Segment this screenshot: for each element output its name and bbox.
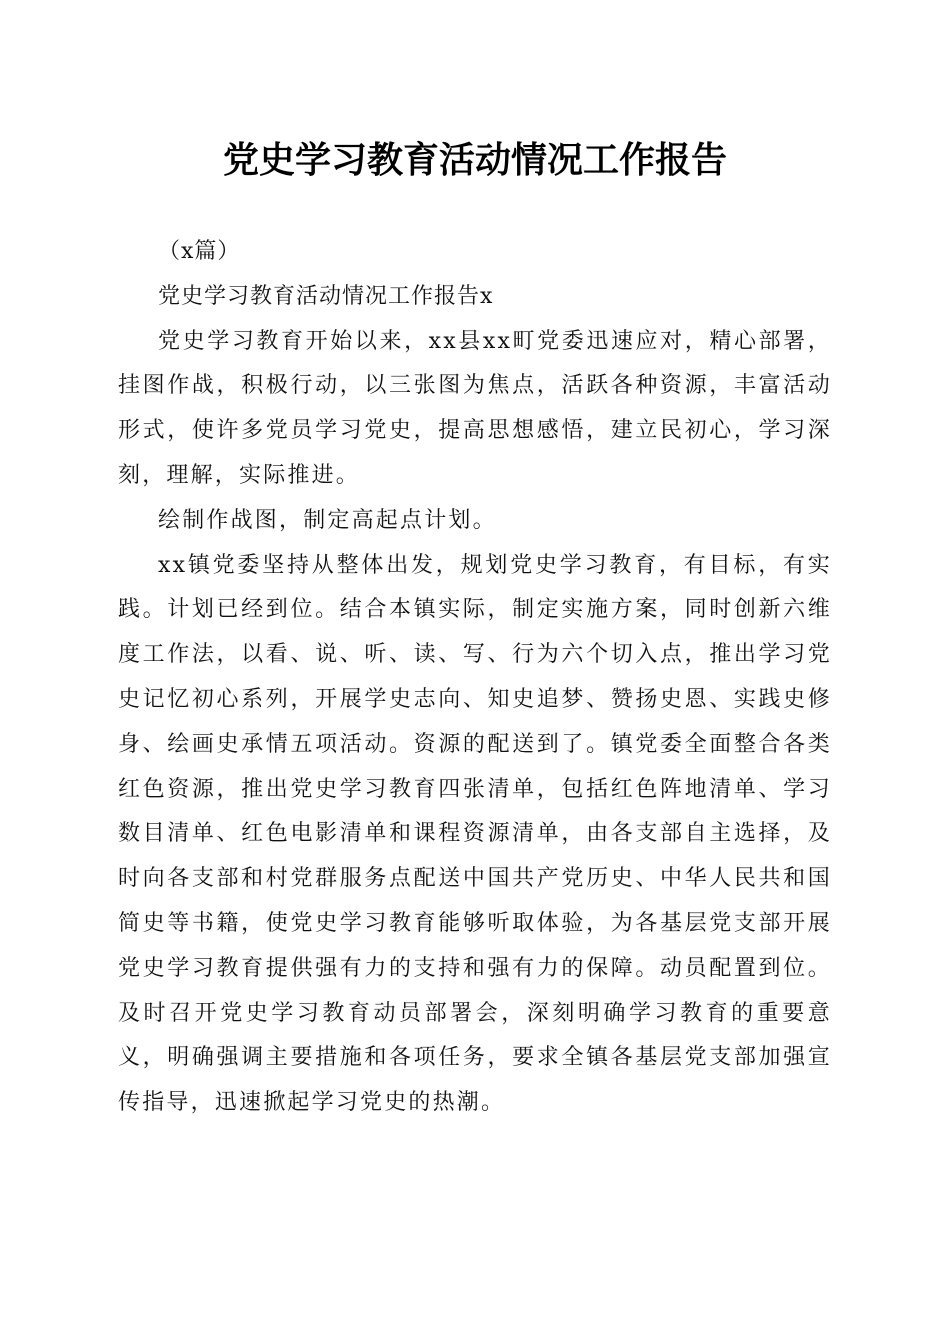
paragraph-main: xx镇党委坚持从整体出发，规划党史学习教育，有目标，有实践。计划已经到位。结合本镇实际，制定实施方案，同时创新六维度工作法，以看、说、听、读、写、行为六个切入点，推出学习党史记忆初心系列，开展学史志向、知史追梦、赞扬史恩、实践史修身、绘画史承情五项活动。资源的配送到了。镇党委全面整合各类红色资源，推出党史学习教育四张清单，包括红色阵地清单、学习数目清单、红色电影清单和课程资源清单，由各支部自主选择，及时向各支部和村党群服务点配送中国共产党历史、中华人民共和国简史等书籍，使党史学习教育能够听取体验，为各基层党支部开展党史学习教育提供强有力的支持和强有力的保障。动员配置到位。及时召开党史学习教育动员部署会，深刻明确学习教育的重要意义，明确强调主要措施和各项任务，要求全镇各基层党支部加强宣传指导，迅速掀起学习党史的热潮。 bbox=[118, 552, 832, 1116]
paragraph-count-note: （x篇） bbox=[158, 239, 241, 264]
paragraph-subtitle: 党史学习教育活动情况工作报告x bbox=[158, 283, 494, 309]
paragraph-heading: 绘制作战图，制定高起点计划。 bbox=[158, 507, 497, 533]
paragraph-intro: 党史学习教育开始以来，xx县xx町党委迅速应对，精心部署，挂图作战，积极行动，以三张图为焦点，活跃各种资源，丰富活动形式，使许多党员学习党史，提高思想感悟，建立民初心，学习深刻，理解，实际推进。 bbox=[118, 328, 832, 488]
document-body bbox=[118, 230, 832, 1126]
document-title: 党史学习教育活动情况工作报告 bbox=[222, 139, 727, 181]
